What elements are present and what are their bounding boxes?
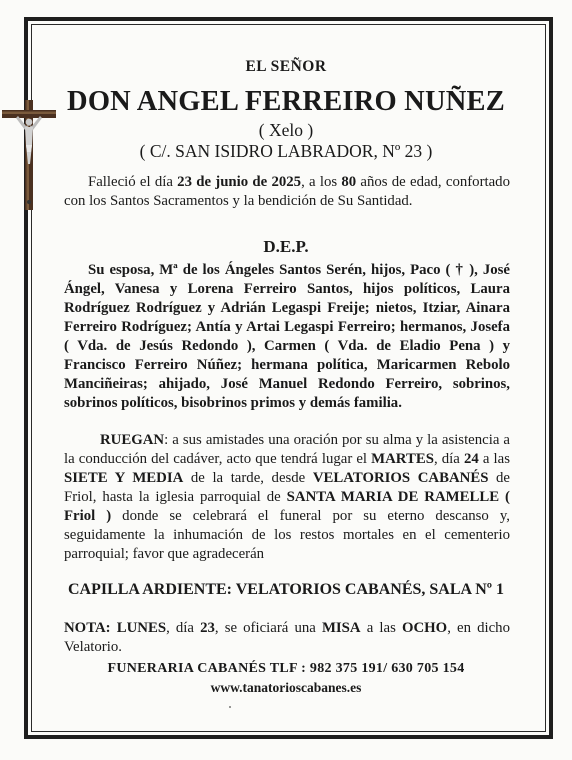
nota-label: NOTA: — [64, 620, 111, 636]
death-age: 80 — [341, 174, 357, 190]
ruegan-text-2: , día — [433, 451, 464, 467]
nota-text-1: , día — [166, 620, 201, 636]
ruegan-text-5: de Friol, hasta la iglesia parroquial de — [64, 470, 510, 505]
funeraria-contact: FUNERARIA CABANÉS TLF : 982 375 191/ 630 705 154 — [107, 661, 465, 676]
header-label: EL SEÑOR — [245, 58, 327, 75]
capilla-ardiente: CAPILLA ARDIENTE: VELATORIOS CABANÉS, SALA Nº 1 — [67, 581, 505, 598]
nota-day: LUNES — [116, 620, 167, 636]
deceased-name: DON ANGEL FERREIRO NUÑEZ — [67, 86, 505, 117]
ruegan-label: RUEGAN — [100, 432, 165, 448]
ruegan-time: SIETE Y MEDIA — [64, 470, 184, 486]
ruegan-day: MARTES — [371, 451, 434, 467]
ruegan-daynum: 24 — [463, 451, 479, 467]
death-text-1: Falleció el día — [88, 174, 178, 190]
address: ( C/. SAN ISIDRO LABRADOR, Nº 23 ) — [139, 141, 433, 161]
ruegan-text-6: donde se celebrará el funeral por su eterno descanso y, seguidamente la inhumación de los restos mortales en el cementerio parroquial; favor que agradecerán — [64, 508, 510, 562]
nota-daynum: 23 — [200, 620, 215, 636]
death-text-3: años de edad, confortado con los Santos Sacramentos y la bendición de Su Santidad. — [64, 174, 510, 209]
alias: ( Xelo ) — [258, 120, 314, 140]
nota-text-2: , se oficiará una — [214, 620, 322, 636]
family-paragraph: Su esposa, Mª de los Ángeles Santos Serén, hijos, Paco ( † ), José Ángel, Vanesa y Lorena Ferreiro Santos, hijos políticos, Laura Rodríguez Rodríguez y Adrián Legaspi Freije; nietos, Itziar, Ainara Ferreiro Rodríguez; Antía y Artai Legaspi Ferreiro; hermanos, Josefa ( Vda. de Jesús Redondo ), Carmen ( Vda. de Eladio Pena ) y Francisco Ferreiro Núñez; hermana política, Maricarmen Rebolo Manciñeiras; ahijado, José Manuel Redondo Ferreiro, sobrinos, sobrinos políticos, bisobrinos primos y demás familia. — [64, 262, 510, 411]
ruegan-text-1: : a sus amistades una oración por su alma y la asistencia a la conducción del cadáver, acto que tendrá lugar el — [64, 432, 510, 467]
nota-text-3: a las — [360, 620, 402, 636]
death-text-2: , a los — [301, 174, 342, 190]
death-paragraph — [64, 173, 510, 211]
ruegan-church: SANTA MARIA DE RAMELLE ( Friol ) — [64, 489, 510, 524]
nota-text-4: , en dicho Velatorio. — [64, 620, 510, 655]
ruegan-text-4: de la tarde, desde — [183, 470, 313, 486]
nota-time: OCHO — [401, 620, 448, 636]
nota-paragraph — [64, 619, 510, 657]
ruegan-paragraph — [64, 431, 510, 564]
nota-misa: MISA — [321, 620, 361, 636]
website-link[interactable]: www.tanatorioscabanes.es — [210, 680, 362, 695]
death-date: 23 de junio de 2025 — [177, 174, 302, 190]
scan-speck — [229, 706, 231, 708]
ruegan-text-3: a las — [478, 451, 510, 467]
dep-heading: D.E.P. — [263, 237, 309, 256]
ruegan-origin: VELATORIOS CABANÉS — [312, 470, 489, 486]
